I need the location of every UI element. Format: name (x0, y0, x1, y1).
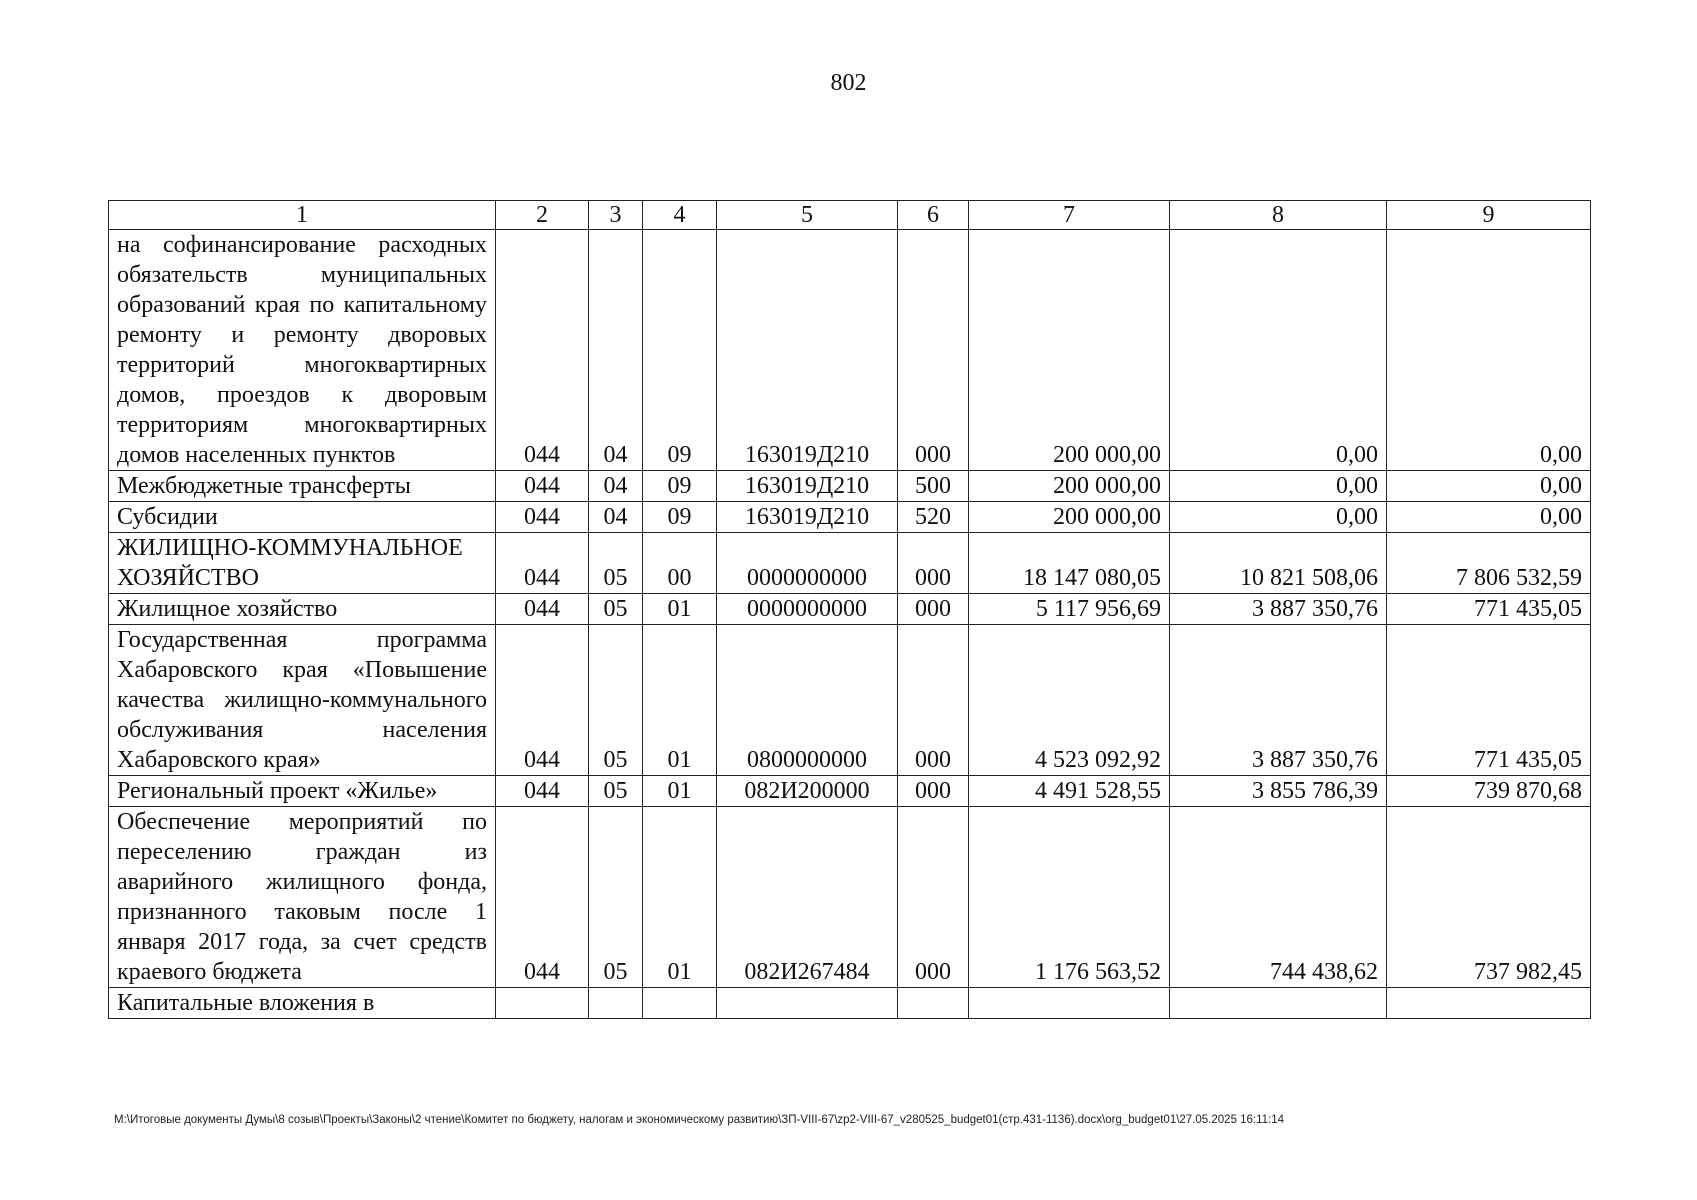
cell-amount-7: 200 000,00 (969, 230, 1170, 471)
row-name: Государственная программа Хабаровского края «Повышение качества жилищно-коммунального обслуживания населения Хабаровского края» (109, 625, 496, 776)
column-header: 7 (969, 201, 1170, 230)
cell-amount-7: 4 491 528,55 (969, 776, 1170, 807)
cell-subsection: 01 (643, 776, 717, 807)
cell-amount-8: 10 821 508,06 (1170, 533, 1387, 594)
cell-target-code: 0000000000 (717, 594, 898, 625)
cell-admin-code (496, 988, 589, 1019)
cell-admin-code: 044 (496, 776, 589, 807)
cell-admin-code: 044 (496, 807, 589, 988)
cell-expense-type: 520 (898, 502, 969, 533)
cell-admin-code: 044 (496, 230, 589, 471)
cell-amount-7: 200 000,00 (969, 502, 1170, 533)
row-name: Обеспечение мероприятий по переселению граждан из аварийного жилищного фонда, признанного таковым после 1 января 2017 года, за счет средств краевого бюджета (109, 807, 496, 988)
cell-amount-9: 771 435,05 (1387, 625, 1591, 776)
cell-section: 05 (589, 807, 643, 988)
table-row (109, 533, 1591, 594)
cell-amount-8: 3 855 786,39 (1170, 776, 1387, 807)
cell-amount-8: 0,00 (1170, 230, 1387, 471)
cell-admin-code: 044 (496, 502, 589, 533)
column-header: 3 (589, 201, 643, 230)
row-name: Межбюджетные трансферты (109, 471, 496, 502)
row-name: Региональный проект «Жилье» (109, 776, 496, 807)
cell-subsection (643, 988, 717, 1019)
cell-expense-type (898, 988, 969, 1019)
page-number: 802 (830, 70, 867, 96)
cell-amount-9 (1387, 988, 1591, 1019)
cell-section (589, 988, 643, 1019)
cell-amount-9: 0,00 (1387, 471, 1591, 502)
cell-section: 05 (589, 776, 643, 807)
cell-amount-8: 744 438,62 (1170, 807, 1387, 988)
cell-amount-7: 200 000,00 (969, 471, 1170, 502)
cell-target-code: 163019Д210 (717, 471, 898, 502)
column-header: 5 (717, 201, 898, 230)
cell-target-code (717, 988, 898, 1019)
cell-amount-9: 7 806 532,59 (1387, 533, 1591, 594)
cell-admin-code: 044 (496, 625, 589, 776)
cell-amount-9: 0,00 (1387, 502, 1591, 533)
column-header: 4 (643, 201, 717, 230)
cell-amount-8: 0,00 (1170, 502, 1387, 533)
cell-section: 05 (589, 594, 643, 625)
cell-target-code: 163019Д210 (717, 502, 898, 533)
cell-subsection: 09 (643, 471, 717, 502)
cell-expense-type: 000 (898, 533, 969, 594)
cell-admin-code: 044 (496, 533, 589, 594)
cell-target-code: 0000000000 (717, 533, 898, 594)
cell-amount-7 (969, 988, 1170, 1019)
cell-section: 04 (589, 502, 643, 533)
cell-amount-8: 0,00 (1170, 471, 1387, 502)
cell-target-code: 082И267484 (717, 807, 898, 988)
cell-amount-9: 0,00 (1387, 230, 1591, 471)
cell-expense-type: 500 (898, 471, 969, 502)
table-row (109, 807, 1591, 988)
cell-target-code: 0800000000 (717, 625, 898, 776)
cell-subsection: 00 (643, 533, 717, 594)
cell-subsection: 09 (643, 230, 717, 471)
row-name: на софинансирование расходных обязательств муниципальных образований края по капитальному ремонту и ремонту дворовых территорий многоквартирных домов, проездов к дворовым территориям многоквартирных домов населенных пунктов (109, 230, 496, 471)
cell-amount-7: 5 117 956,69 (969, 594, 1170, 625)
cell-amount-7: 18 147 080,05 (969, 533, 1170, 594)
cell-amount-8: 3 887 350,76 (1170, 625, 1387, 776)
cell-subsection: 01 (643, 807, 717, 988)
table-row (109, 471, 1591, 502)
cell-amount-7: 4 523 092,92 (969, 625, 1170, 776)
cell-expense-type: 000 (898, 594, 969, 625)
cell-expense-type: 000 (898, 807, 969, 988)
cell-expense-type: 000 (898, 625, 969, 776)
budget-table (108, 200, 1591, 1019)
row-name: ЖИЛИЩНО-КОММУНАЛЬНОЕ ХОЗЯЙСТВО (109, 533, 496, 594)
cell-target-code: 082И200000 (717, 776, 898, 807)
cell-admin-code: 044 (496, 471, 589, 502)
cell-amount-7: 1 176 563,52 (969, 807, 1170, 988)
row-name: Капитальные вложения в (109, 988, 496, 1019)
column-header: 1 (109, 201, 496, 230)
cell-amount-9: 739 870,68 (1387, 776, 1591, 807)
column-header: 2 (496, 201, 589, 230)
cell-amount-8 (1170, 988, 1387, 1019)
cell-amount-9: 771 435,05 (1387, 594, 1591, 625)
table-row (109, 988, 1591, 1019)
row-name: Субсидии (109, 502, 496, 533)
cell-expense-type: 000 (898, 776, 969, 807)
cell-section: 04 (589, 230, 643, 471)
table-row (109, 776, 1591, 807)
table-row (109, 625, 1591, 776)
column-header: 8 (1170, 201, 1387, 230)
cell-amount-9: 737 982,45 (1387, 807, 1591, 988)
cell-section: 05 (589, 625, 643, 776)
file-path-footer: M:\Итоговые документы Думы\8 созыв\Проекты\Законы\2 чтение\Комитет по бюджету, налогам и экономическому развитию\ЗП-VIII-67\zp2-VIII-67_v280525_budget01(стр.431-1136).docx\org_budget01\27.05.2025 16:11:14 (114, 1114, 1285, 1126)
cell-subsection: 01 (643, 625, 717, 776)
cell-admin-code: 044 (496, 594, 589, 625)
column-header: 9 (1387, 201, 1591, 230)
cell-target-code: 163019Д210 (717, 230, 898, 471)
table-header-row (109, 201, 1591, 230)
table-row (109, 230, 1591, 471)
column-header: 6 (898, 201, 969, 230)
table-row (109, 502, 1591, 533)
cell-subsection: 01 (643, 594, 717, 625)
table-row (109, 594, 1591, 625)
cell-amount-8: 3 887 350,76 (1170, 594, 1387, 625)
row-name: Жилищное хозяйство (109, 594, 496, 625)
cell-section: 04 (589, 471, 643, 502)
cell-expense-type: 000 (898, 230, 969, 471)
cell-subsection: 09 (643, 502, 717, 533)
cell-section: 05 (589, 533, 643, 594)
